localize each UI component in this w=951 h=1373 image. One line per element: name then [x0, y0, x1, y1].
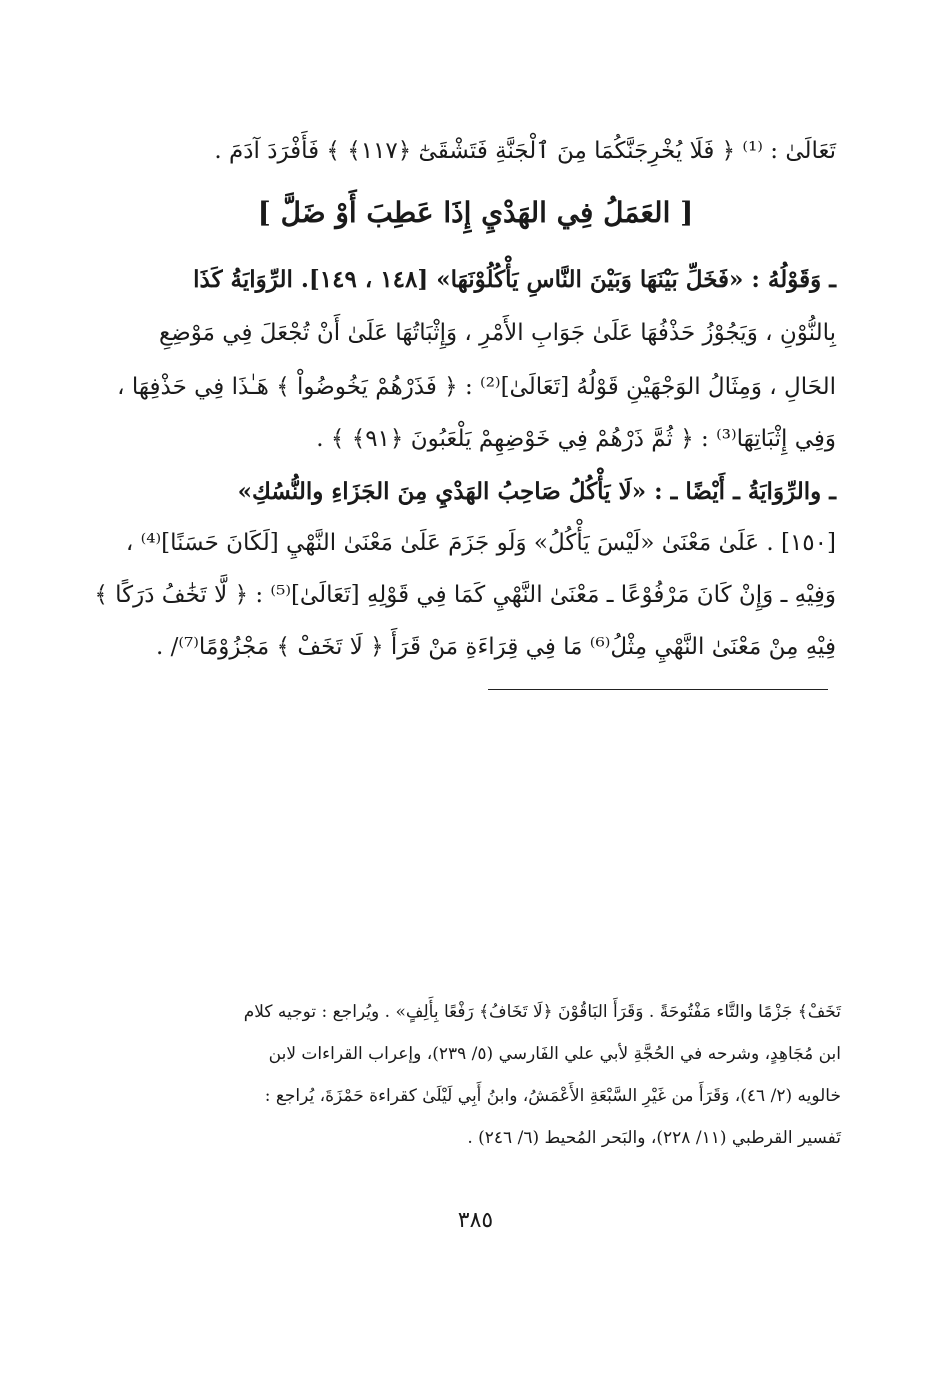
footnote-7-continuation-3: خالويه (٢/ ٤٦)، وَقَرَأَ من غَيْرِ السَّبْعَةِ الأَعْمَشُ، وابنُ أَبِي لَيْلَىٰ كقراءة حَمْزَةَ، يُراجع :: [264, 1086, 841, 1106]
body-line-9: فِيْهِ مِنْ مَعْنَىٰ النَّهْيِ مِثْلُ⁽⁶⁾ مَا فِي قِرَاءَةِ مَنْ قَرَأَ ﴿ لَا تَخَفْ ﴾ مَجْزُوْمًا⁽⁷⁾/ .: [156, 634, 836, 660]
body-line-2: ـ وَقَوْلُهُ : «فَخَلِّ بَيْنَهَا وَبَيْنَ النَّاسِ يَأْكُلُوْنَهَا» [١٤٨ ، ١٤٩]. الرِّوَايَةُ كَذَا: [193, 266, 836, 293]
page-number: ٣٨٥: [457, 1208, 494, 1233]
body-line-5: وَفِي إِثْبَاتِهَا⁽³⁾ : ﴿ ثُمَّ ذَرْهُمْ فِي خَوْضِهِمْ يَلْعَبُونَ ﴿٩١﴾ ﴾ .: [316, 426, 836, 452]
footnote-7-continuation-2: ابن مُجَاهِدٍ، وشرحه في الحُجَّةِ لأبي علي الفَارسي (٥/ ٢٣٩)، وإعراب القراءات لابن: [268, 1044, 841, 1064]
body-line-3: بِالنُّوْنِ ، وَيَجُوْزُ حَذْفُهَا عَلَىٰ جَوَابِ الأَمْرِ ، وَإِثْبَاتُهَا عَلَىٰ أَنْ تُجْعَلَ فِي مَوْضِعِ: [159, 320, 836, 346]
body-line-8: وَفِيْهِ ـ وَإِنْ كَانَ مَرْفُوْعًا ـ مَعْنَىٰ النَّهْيِ كَمَا فِي قَوْلِهِ [تَعَالَىٰ]⁽⁵⁾ : ﴿ لَّا تَخَٰفُ دَرَكًا ﴾: [94, 582, 836, 608]
footnote-7-continuation-1: تَخَفْ﴾ جَزْمًا والتَّاء مَفْتُوحَةً . وَقَرَأَ البَاقُوْنَ ﴿لَا تَخَافُ﴾ رَفْعًا بِأَلِفٍ» . ويُراجع : توجيه كلام: [243, 1002, 841, 1022]
footnote-separator: [488, 689, 828, 690]
body-line-1: تَعَالَىٰ : ⁽¹⁾ ﴿ فَلَا يُخْرِجَنَّكُمَا مِنَ ٱلْجَنَّةِ فَتَشْقَىٰٓ ﴿١١٧﴾ ﴾ فَأَفْرَدَ آدَمَ .: [214, 138, 836, 164]
body-line-4: الحَالِ ، وَمِثَالُ الوَجْهَيْنِ قَوْلُهُ [تَعَالَىٰ]⁽²⁾ : ﴿ فَذَرْهُمْ يَخُوضُواْ ﴾ هَـٰذَا فِي حَذْفِهَا ،: [117, 374, 836, 400]
footnote-7-continuation-4: تَفسير القرطبي (١١/ ٢٢٨)، والبَحر المُحيط (٦/ ٢٤٦) .: [467, 1128, 841, 1148]
body-line-7: [١٥٠] . عَلَىٰ مَعْنَىٰ «لَيْسَ يَأْكُلُ» وَلَو جَزَمَ عَلَىٰ مَعْنَىٰ النَّهْيِ [لَكَانَ حَسَنًا]⁽⁴⁾ ،: [125, 530, 836, 556]
section-heading: [ العَمَلُ فِي الهَدْيِ إِذَا عَطِبَ أَوْ ضَلَّ ]: [257, 196, 694, 229]
body-line-6: ـ والرِّوَايَةُ ـ أَيْضًا ـ : «لَا يَأْكُلُ صَاحِبُ الهَدْيِ مِنَ الجَزَاءِ والنُّسُكِ»: [237, 478, 836, 505]
